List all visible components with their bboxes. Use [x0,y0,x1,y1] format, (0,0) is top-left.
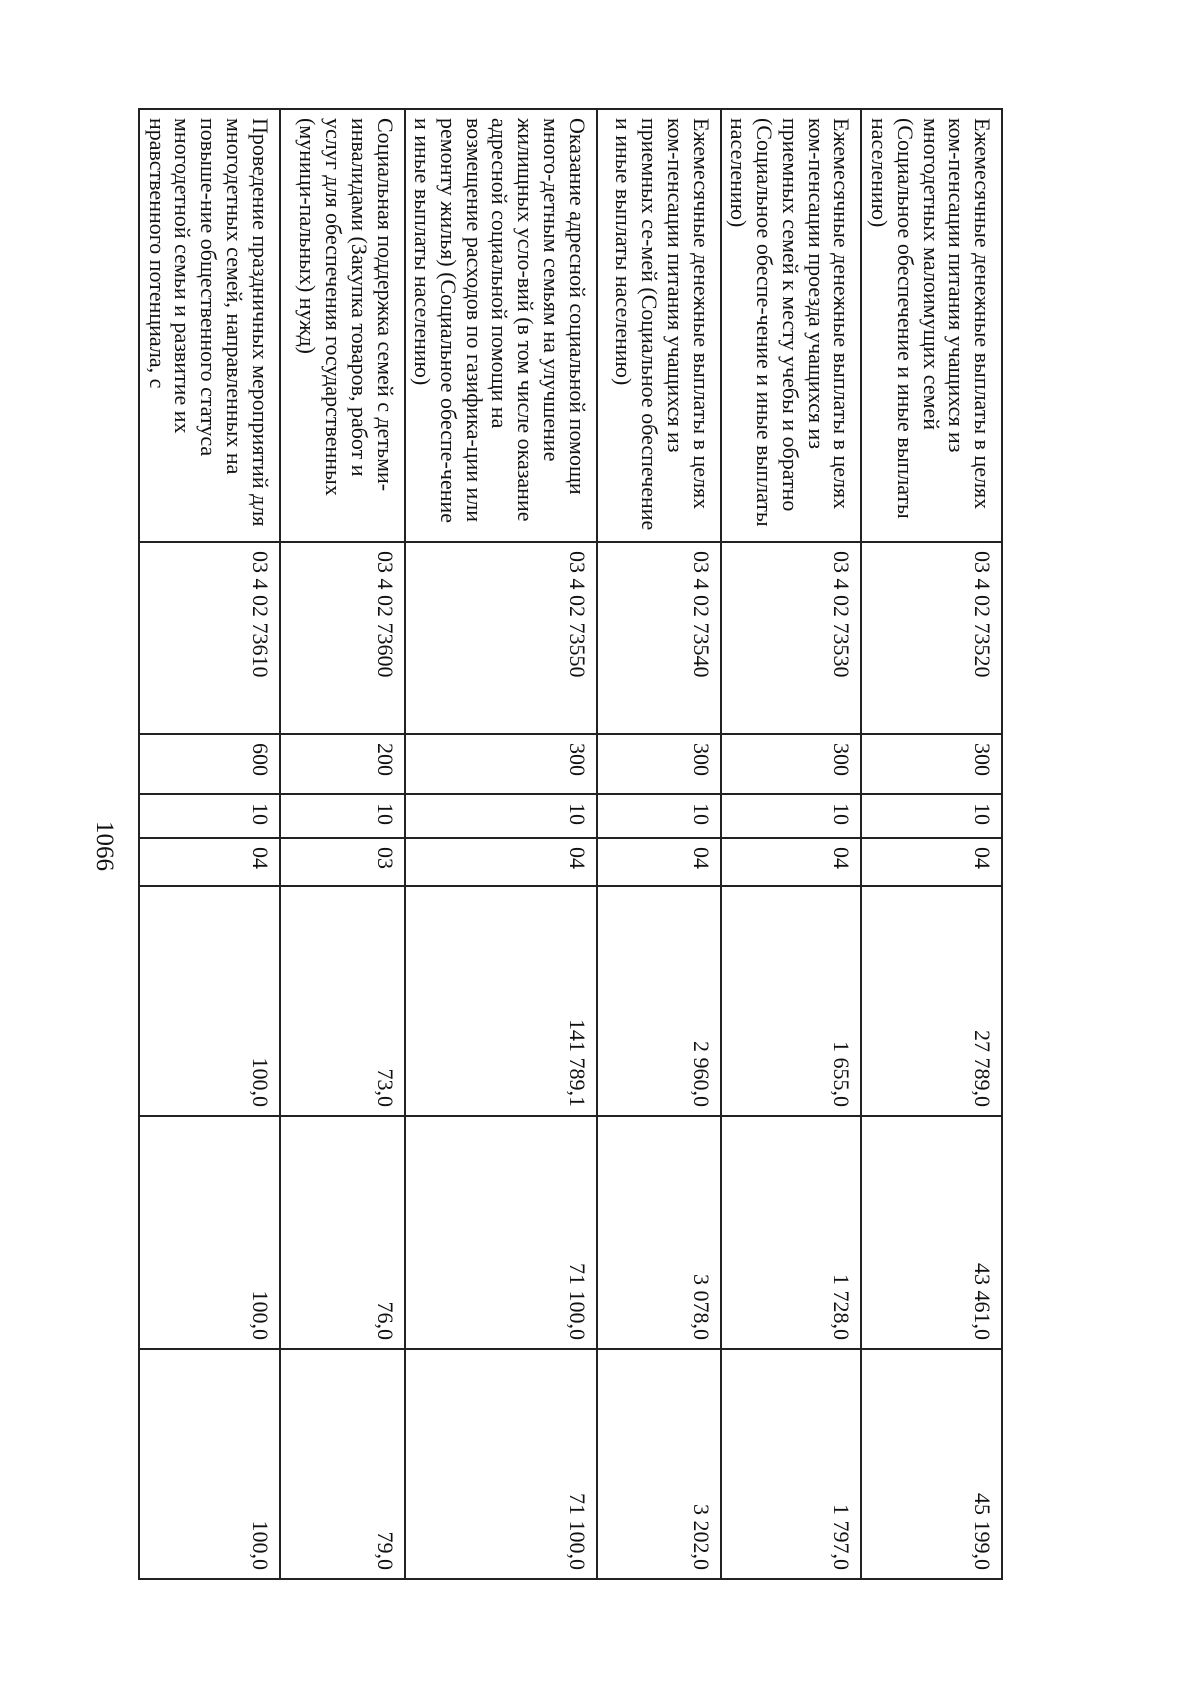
row-target-code: 03 4 02 73520 [861,542,1002,734]
row-amount-year-3: 79,0 [280,1349,405,1579]
row-section: 10 [597,794,721,838]
row-expense-type: 300 [721,734,862,794]
row-amount-year-1: 100,0 [139,886,280,1116]
row-amount-year-1: 141 789,1 [405,886,597,1116]
row-name: Проведение праздничных мероприятий для многодетных семей, направленных на повыше-ние общественного статуса многодетной семьи и развитие их нравственного потенциала, с [139,109,280,542]
row-subsection: 04 [597,838,721,886]
row-target-code: 03 4 02 73530 [721,542,862,734]
row-subsection: 03 [280,838,405,886]
row-subsection: 04 [861,838,1002,886]
row-amount-year-3: 3 202,0 [597,1349,721,1579]
table-row [721,109,862,1579]
row-subsection: 04 [721,838,862,886]
row-target-code: 03 4 02 73610 [139,542,280,734]
row-section: 10 [139,794,280,838]
row-name: Ежемесячные денежные выплаты в целях ком-пенсации проезда учащихся из приемных семей к месту учебы и обратно (Социальное обеспе-чение и иные выплаты населению) [721,109,862,542]
row-amount-year-1: 27 789,0 [861,886,1002,1116]
row-section: 10 [861,794,1002,838]
table-row [280,109,405,1579]
row-amount-year-1: 2 960,0 [597,886,721,1116]
table-row [861,109,1002,1579]
row-name: Ежемесячные денежные выплаты в целях ком-пенсации питания учащихся из приемных се-мей (Социальное обеспечение и иные выплаты населению) [597,109,721,542]
row-target-code: 03 4 02 73550 [405,542,597,734]
row-amount-year-3: 45 199,0 [861,1349,1002,1579]
row-amount-year-2: 3 078,0 [597,1116,721,1349]
row-name: Ежемесячные денежные выплаты в целях ком-пенсации питания учащихся из многодетных малоимущих семей (Социальное обеспечение и иные выплаты населению) [861,109,1002,542]
row-amount-year-1: 1 655,0 [721,886,862,1116]
table-row [405,109,597,1579]
row-name: Оказание адресной социальной помощи много-детным семьям на улучшение жилищных усло-вий (в том числе оказание адресной социальной помощи на возмещение расходов по газифика-ции или ремонту жилья) (Социальное обеспе-чение и иные выплаты населению) [405,109,597,542]
row-amount-year-3: 1 797,0 [721,1349,862,1579]
row-section: 10 [280,794,405,838]
row-subsection: 04 [405,838,597,886]
budget-table [138,108,1003,1580]
row-amount-year-2: 76,0 [280,1116,405,1349]
page-number: 1066 [91,821,118,871]
row-amount-year-3: 71 100,0 [405,1349,597,1579]
row-expense-type: 300 [597,734,721,794]
row-expense-type: 300 [861,734,1002,794]
row-name: Социальная поддержка семей с детьми-инвалидами (Закупка товаров, работ и услуг для обеспечения государственных (муници-пальных) нужд) [280,109,405,542]
row-target-code: 03 4 02 73540 [597,542,721,734]
table-row [597,109,721,1579]
table-row [139,109,280,1579]
row-amount-year-1: 73,0 [280,886,405,1116]
row-target-code: 03 4 02 73600 [280,542,405,734]
rotated-table-container [144,108,1003,1578]
row-amount-year-2: 1 728,0 [721,1116,862,1349]
row-amount-year-2: 43 461,0 [861,1116,1002,1349]
row-expense-type: 200 [280,734,405,794]
row-expense-type: 300 [405,734,597,794]
row-subsection: 04 [139,838,280,886]
table-viewport [144,108,1003,1578]
row-amount-year-2: 71 100,0 [405,1116,597,1349]
row-amount-year-2: 100,0 [139,1116,280,1349]
row-section: 10 [721,794,862,838]
row-expense-type: 600 [139,734,280,794]
row-section: 10 [405,794,597,838]
row-amount-year-3: 100,0 [139,1349,280,1579]
